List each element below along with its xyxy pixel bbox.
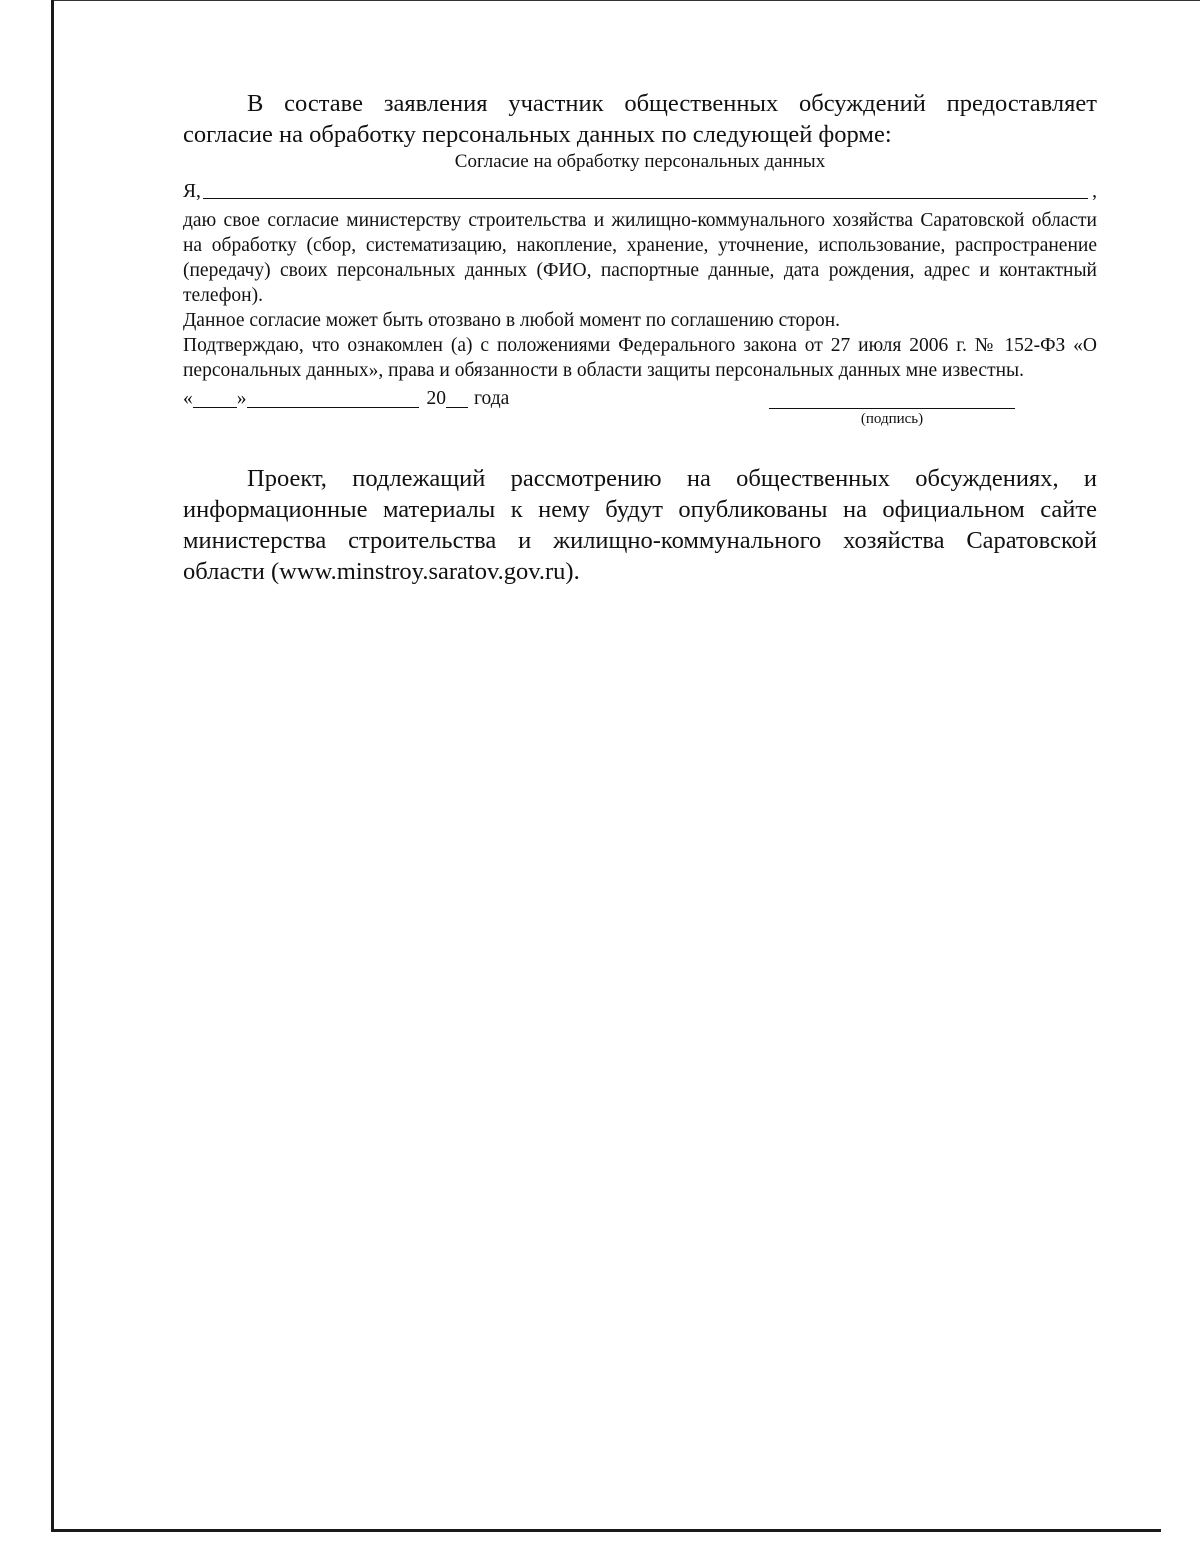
year-blank-field: [446, 387, 468, 408]
closing-paragraph: Проект, подлежащий рассмотрению на общественных обсуждениях, и информационные материалы к нему будут опубликованы на официальном сайте министерства строительства и жилищно-коммунального хозяйства Саратовской области (www.minstroy.saratov.gov.ru).: [183, 465, 1097, 585]
name-prefix: Я,: [183, 181, 201, 202]
day-blank-field: [193, 387, 237, 408]
date-signature-row: [183, 387, 1097, 433]
date-open-quote: «: [183, 388, 193, 409]
year-prefix: 20: [426, 388, 446, 409]
confirmation-text: Подтверждаю, что ознакомлен (а) с положениями Федерального закона от 27 июля 2006 г. № 152-ФЗ «О персональных данных», права и обязанности в области защиты персональных данных мне известны.: [183, 335, 1097, 381]
month-blank-field: [247, 387, 419, 408]
name-blank-field: [203, 197, 1088, 199]
revocation-text: Данное согласие может быть отозвано в любой момент по соглашению сторон.: [183, 310, 841, 331]
name-fill-line: [183, 174, 1097, 204]
consent-body: даю свое согласие министерству строительства и жилищно-коммунального хозяйства Саратовской области на обработку (сбор, систематизацию, накопление, хранение, уточнение, использование, распространение (передачу) своих персональных данных (ФИО, паспортные данные, дата рождения, адрес и контактный телефон).: [183, 210, 1097, 306]
document-page: [183, 88, 1097, 587]
scan-border-left: [51, 0, 54, 1532]
signature-line: [769, 408, 1015, 409]
date-fill-line: [183, 387, 509, 411]
signature-caption: (подпись): [860, 411, 924, 427]
intro-paragraph: В составе заявления участник общественных обсуждений предоставляет согласие на обработку персональных данных по следующей форме:: [183, 90, 1097, 148]
consent-form-title: Согласие на обработку персональных данных: [454, 151, 826, 172]
scan-border-top: [51, 0, 1200, 1]
year-suffix: года: [474, 388, 510, 409]
date-close-quote: »: [236, 388, 247, 409]
name-suffix: ,: [1092, 181, 1097, 202]
scan-border-bottom: [51, 1529, 1161, 1532]
